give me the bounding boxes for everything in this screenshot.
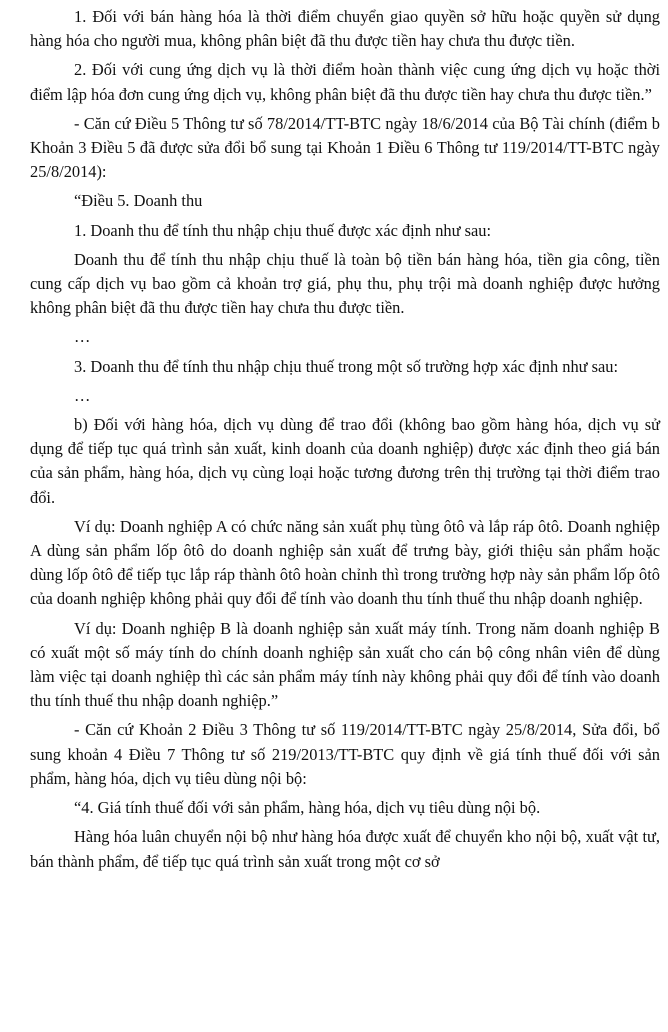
paragraph-revenue-definition: Doanh thu để tính thu nhập chịu thuế là toàn bộ tiền bán hàng hóa, tiền gia công, tiền cung cấp dịch vụ bao gồm cả khoản trợ giá, phụ thu, phụ trội mà doanh nghiệp được hưởng không phân biệt đã thu được tiền hay chưa thu được tiền. [30, 249, 660, 318]
paragraph-example-b: Ví dụ: Doanh nghiệp B là doanh nghiệp sản xuất máy tính. Trong năm doanh nghiệp B có xuất một số máy tính do chính doanh nghiệp sản xuất cho cán bộ công nhân viên để dùng làm việc tại doanh nghiệp thì các sản phẩm máy tính này không phải quy đổi để tính vào doanh thu tính thuế thu nhập doanh nghiệp.” [30, 618, 660, 711]
paragraph-clause-4-heading: “4. Giá tính thuế đối với sản phẩm, hàng hóa, dịch vụ tiêu dùng nội bộ. [74, 798, 541, 818]
paragraph-internal-transfer: Hàng hóa luân chuyển nội bộ như hàng hóa được xuất để chuyển kho nội bộ, xuất vật tư, bán thành phẩm, để tiếp tục quá trình sản xuất trong một cơ sở [30, 827, 660, 871]
paragraph-revenue-clause-3: 3. Doanh thu để tính thu nhập chịu thuế trong một số trường hợp xác định như sau: [74, 356, 619, 376]
paragraph-goods-sale-timing: 1. Đối với bán hàng hóa là thời điểm chuyển giao quyền sở hữu hoặc quyền sử dụng hàng hóa cho người mua, không phân biệt đã thu được tiền hay chưa thu được tiền. [30, 7, 660, 51]
paragraph-circular-119-basis: - Căn cứ Khoản 2 Điều 3 Thông tư số 119/2014/TT-BTC ngày 25/8/2014, Sửa đổi, bổ sung khoản 4 Điều 7 Thông tư số 219/2013/TT-BTC quy định về giá tính thuế đối với sản phẩm, hàng hóa, dịch vụ tiêu dùng nội bộ: [30, 720, 660, 788]
paragraph-ellipsis: … [74, 327, 91, 347]
paragraph-example-a: Ví dụ: Doanh nghiệp A có chức năng sản xuất phụ tùng ôtô và lắp ráp ôtô. Doanh nghiệp A dùng sản phẩm lốp ôtô do doanh nghiệp sản xuất để trưng bày, giới thiệu sản phẩm hoặc dùng lốp ôtô để tiếp tục lắp ráp thành ôtô hoàn chỉnh thì trong trường hợp này sản phẩm lốp ôtô của doanh nghiệp không phải quy đổi để tính vào doanh thu tính thuế thu nhập doanh nghiệp. [30, 516, 660, 609]
paragraph-exchange-goods: b) Đối với hàng hóa, dịch vụ dùng để trao đổi (không bao gồm hàng hóa, dịch vụ sử dụng để tiếp tục quá trình sản xuất, kinh doanh của doanh nghiệp) được xác định theo giá bán của sản phẩm, hàng hóa, dịch vụ cùng loại hoặc tương đương trên thị trường tại thời điểm trao đổi. [30, 415, 660, 507]
paragraph-article-5-heading: “Điều 5. Doanh thu [74, 191, 203, 211]
paragraph-revenue-clause-1: 1. Doanh thu để tính thu nhập chịu thuế được xác định như sau: [74, 220, 492, 240]
paragraph-ellipsis: … [74, 385, 91, 405]
paragraph-circular-78-basis: - Căn cứ Điều 5 Thông tư số 78/2014/TT-BTC ngày 18/6/2014 của Bộ Tài chính (điểm b Khoản 3 Điều 5 đã được sửa đổi bổ sung tại Khoản 1 Điều 6 Thông tư 119/2014/TT-BTC ngày 25/8/2014): [30, 113, 660, 182]
paragraph-service-timing: 2. Đối với cung ứng dịch vụ là thời điểm hoàn thành việc cung ứng dịch vụ hoặc thời điểm lập hóa đơn cung ứng dịch vụ, không phân biệt đã thu được tiền hay chưa thu được tiền.” [30, 60, 660, 104]
